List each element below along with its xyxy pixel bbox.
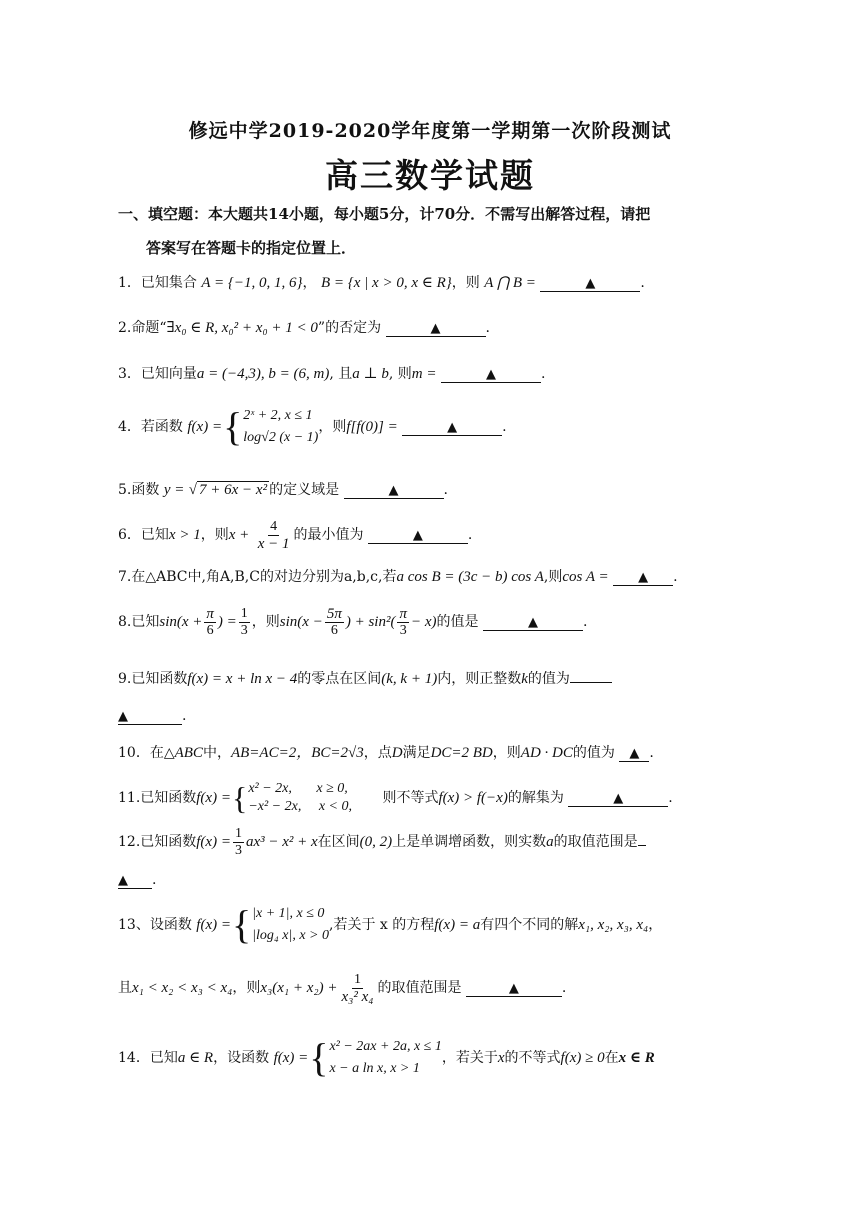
math-expression: sin(x + — [159, 614, 203, 630]
exam-title: 高三数学试题 — [325, 156, 535, 195]
question-text: 的最小值为 — [293, 527, 364, 543]
question-3 — [118, 364, 545, 384]
question-number: 14． — [118, 1050, 150, 1066]
math-expression: D — [391, 745, 403, 761]
question-text: ，若关于 — [441, 1050, 498, 1066]
answer-triangle-icon: ▲ — [447, 420, 458, 435]
question-text: 已知向量 — [140, 366, 197, 382]
math-expression: x₃(x₁ + x₂) + — [260, 980, 338, 996]
fraction-denominator: x₃² x₄ — [341, 988, 374, 1005]
question-text: 设函数 — [149, 917, 192, 933]
question-text: ，则 — [251, 614, 280, 630]
answer-blank[interactable] — [386, 320, 486, 337]
case-1: x² − 2x, x ≥ 0, — [248, 781, 348, 796]
math-expression: (0, 2) — [359, 834, 393, 850]
question-text: , 且 — [329, 366, 353, 382]
answer-triangle-icon: ▲ — [629, 746, 640, 761]
question-text: ,则 — [543, 569, 563, 585]
question-text: 的零点在区间 — [297, 671, 382, 687]
math-expression: x + — [228, 527, 250, 543]
math-expression: f(x) = a — [434, 917, 481, 933]
math-expression: f(x) = — [196, 790, 231, 806]
question-4 — [118, 402, 507, 452]
math-expression: y = — [163, 482, 185, 498]
math-expression: ∃x₀ ∈ R, x₀² + x₀ + 1 < 0 — [166, 320, 318, 336]
punctuation: . — [673, 569, 678, 585]
answer-blank[interactable] — [344, 482, 444, 499]
case-2: −x² − 2x, x < 0, — [248, 799, 352, 814]
question-text: ”的否定为 — [317, 320, 382, 336]
punctuation: . — [467, 527, 473, 543]
answer-triangle-icon: ▲ — [388, 483, 399, 498]
answer-blank[interactable] — [118, 872, 152, 889]
fraction-denominator: 6 — [206, 622, 214, 638]
math-expression: A = {−1, 0, 1, 6} — [201, 275, 303, 291]
question-2 — [118, 318, 490, 338]
answer-triangle-icon: ▲ — [508, 981, 519, 996]
question-number: 4． — [118, 419, 141, 435]
question-text: 在△ — [149, 745, 175, 761]
question-number: 1． — [118, 275, 141, 291]
question-number: 5. — [118, 482, 132, 498]
punctuation: . — [152, 872, 157, 888]
math-expression: sin(x − — [279, 614, 323, 630]
question-text: , 则 — [388, 366, 412, 382]
fraction — [397, 606, 409, 639]
fraction-numerator: 1 — [240, 605, 248, 621]
fraction-numerator: 1 — [353, 971, 361, 987]
question-text: 的不等式 — [504, 1050, 561, 1066]
punctuation: . — [485, 320, 490, 336]
section-heading — [118, 197, 758, 265]
answer-blank[interactable] — [540, 275, 640, 292]
math-expression: cos A = — [562, 569, 609, 585]
fraction-denominator: 3 — [240, 622, 248, 638]
punctuation: . — [640, 275, 645, 291]
answer-blank[interactable] — [483, 614, 583, 631]
question-text: 在△ABC中,角A,B,C的对边分别为a,b,c,若 — [131, 569, 397, 585]
question-number: 9. — [118, 671, 132, 687]
answer-blank-start[interactable] — [638, 829, 646, 846]
brace-icon: { — [231, 780, 248, 816]
question-text: ，则 — [492, 745, 521, 761]
question-text: 已知函数 — [140, 790, 197, 806]
math-expression: f[f(0)] = — [346, 419, 398, 435]
case-1: 2ˣ + 2, x ≤ 1 — [243, 408, 313, 423]
sqrt-symbol-icon: √ — [188, 482, 198, 498]
question-number: 12. — [118, 834, 141, 850]
punctuation: . — [649, 745, 654, 761]
math-expression: x₁ < x₂ < x₃ < x₄ — [132, 980, 233, 996]
answer-triangle-icon: ▲ — [412, 528, 423, 543]
school-title: 修远中学2019-2020学年度第一学期第一次阶段测试 — [188, 120, 672, 142]
question-text: 的值为 — [527, 671, 570, 687]
question-text: 满足 — [402, 745, 431, 761]
question-13-cont — [118, 968, 566, 1008]
question-text: ，则 — [232, 980, 261, 996]
question-10 — [118, 743, 654, 763]
math-expression: ) = — [217, 614, 237, 630]
question-text: ，则 — [318, 419, 347, 435]
question-number: 11. — [118, 790, 141, 806]
question-text: 已知函数 — [131, 671, 188, 687]
math-expression: a = (−4,3), b = (6, m) — [196, 366, 330, 382]
fraction — [256, 519, 292, 552]
fraction-denominator: x − 1 — [257, 535, 290, 552]
math-expression: f(x) ≥ 0 — [560, 1050, 605, 1066]
question-7 — [118, 567, 678, 587]
math-expression: B = {x | x > 0, x ∈ R} — [320, 275, 452, 291]
question-text: 则不等式 — [382, 790, 439, 806]
answer-triangle-icon: ▲ — [527, 615, 538, 630]
question-11 — [118, 776, 673, 820]
math-expression: x > 1 — [168, 527, 201, 543]
punctuation: . — [443, 482, 448, 498]
fraction — [239, 606, 250, 639]
brace-icon: { — [309, 1035, 329, 1080]
math-expression: f(x) = — [273, 1050, 309, 1066]
question-12 — [118, 822, 646, 862]
question-12-cont — [118, 870, 156, 890]
question-text: 中， — [202, 745, 231, 761]
math-expression: k — [521, 671, 528, 687]
punctuation: . — [502, 419, 507, 435]
answer-blank[interactable] — [441, 366, 541, 383]
brace-icon: { — [231, 902, 252, 947]
answer-blank[interactable] — [568, 790, 668, 807]
question-text: 的值为 — [572, 745, 615, 761]
question-text: 若函数 — [140, 419, 183, 435]
question-number: 2. — [118, 320, 132, 336]
answer-blank[interactable] — [402, 419, 502, 436]
question-text: 的取值范围是 — [377, 980, 462, 996]
answer-triangle-icon: ▲ — [118, 873, 128, 888]
punctuation: ， — [648, 917, 663, 933]
answer-blank[interactable] — [118, 708, 182, 725]
fraction-numerator: π — [206, 605, 214, 622]
math-expression: m = — [411, 366, 437, 382]
question-text: 已知函数 — [140, 834, 197, 850]
math-expression: ) + sin²( — [345, 614, 396, 630]
question-text: 在 — [604, 1050, 619, 1066]
answer-triangle-icon: ▲ — [638, 570, 649, 585]
question-number: 13、 — [118, 917, 150, 933]
question-text: 内，则正整数 — [437, 671, 522, 687]
punctuation: . — [540, 366, 546, 382]
fraction — [204, 606, 216, 639]
fraction-denominator: 3 — [399, 622, 407, 638]
question-text: 已知集合 — [140, 275, 197, 291]
question-13 — [118, 900, 662, 950]
math-expression: AB=AC=2，BC=2√3 — [230, 745, 364, 761]
punctuation: . — [561, 980, 567, 996]
question-text: ，则 — [451, 275, 480, 291]
math-expression: − x) — [410, 614, 437, 630]
answer-triangle-icon: ▲ — [430, 321, 441, 336]
question-text: ，点 — [363, 745, 392, 761]
case-2: log√2 (x − 1) — [243, 430, 319, 445]
punctuation: . — [668, 790, 673, 806]
piecewise-cases — [248, 780, 352, 816]
math-expression: ABC — [174, 745, 203, 761]
answer-triangle-icon: ▲ — [613, 791, 624, 806]
question-text: 已知 — [131, 614, 160, 630]
fraction-denominator: 3 — [234, 842, 242, 858]
question-text: 上是单调增函数，则实数 — [392, 834, 547, 850]
question-text: ，设函数 — [213, 1050, 270, 1066]
math-expression: DC=2 BD — [430, 745, 493, 761]
fraction-numerator: 4 — [270, 518, 278, 534]
question-text: 的值是 — [436, 614, 479, 630]
punctuation: ， — [302, 275, 317, 291]
question-text: 已知 — [149, 1050, 178, 1066]
question-text: 命题“ — [131, 320, 167, 336]
math-expression: a cos B = (3c − b) cos A — [396, 569, 544, 585]
math-expression: f(x) = — [187, 419, 223, 435]
question-text: ，则 — [200, 527, 229, 543]
question-14 — [118, 1032, 655, 1084]
question-number: 6． — [118, 527, 141, 543]
question-text: 函数 — [131, 482, 160, 498]
math-expression: a ⊥ b — [352, 366, 389, 382]
math-expression: f(x) = — [196, 917, 231, 933]
answer-blank[interactable] — [368, 527, 468, 544]
question-1 — [118, 273, 645, 293]
math-expression: A ⋂ B = — [484, 275, 536, 291]
question-9 — [118, 666, 612, 689]
question-text: 的定义域是 — [269, 482, 340, 498]
punctuation: . — [582, 614, 588, 630]
fraction-numerator: π — [399, 605, 407, 622]
fraction-numerator: 1 — [234, 825, 242, 841]
fraction — [339, 972, 375, 1005]
case-2: x − a ln x, x > 1 — [329, 1061, 420, 1076]
question-text: ,若关于 x 的方程 — [329, 917, 435, 933]
answer-blank[interactable] — [466, 980, 562, 997]
section-heading-line2: 答案写在答题卡的指定位置上． — [146, 239, 357, 257]
case-1: |x + 1|, x ≤ 0 — [252, 906, 325, 921]
question-text: 的取值范围是 — [553, 834, 638, 850]
fraction — [325, 606, 344, 639]
question-6 — [118, 515, 472, 555]
question-number: 3． — [118, 366, 141, 382]
question-number: 7. — [118, 569, 132, 585]
math-expression: AD · DC — [520, 745, 573, 761]
question-text: 的解集为 — [507, 790, 564, 806]
math-expression: x ∈ R — [618, 1050, 655, 1066]
question-8 — [118, 602, 587, 642]
answer-blank-start[interactable] — [570, 666, 612, 683]
question-text: 有四个不同的解 — [480, 917, 579, 933]
question-text: 且 — [118, 980, 132, 996]
radicand: 7 + 6x − x² — [199, 482, 268, 498]
math-expression: f(x) = — [196, 834, 231, 850]
math-expression: a ∈ R — [177, 1050, 214, 1066]
piecewise-cases — [243, 405, 318, 449]
question-5 — [118, 480, 448, 500]
math-expression: a — [546, 834, 554, 850]
math-expression: x — [497, 1050, 505, 1066]
answer-blank[interactable] — [619, 745, 649, 762]
math-expression: f(x) > f(−x) — [438, 790, 508, 806]
question-text: 在区间 — [317, 834, 360, 850]
answer-triangle-icon: ▲ — [118, 709, 128, 724]
piecewise-cases — [329, 1036, 441, 1080]
question-text: 已知 — [140, 527, 169, 543]
fraction — [233, 826, 244, 859]
question-number: 10． — [118, 745, 150, 761]
punctuation: . — [182, 708, 187, 724]
case-2: |log₄ x|, x > 0 — [252, 928, 330, 943]
question-number: 8. — [118, 614, 132, 630]
answer-triangle-icon: ▲ — [585, 276, 596, 291]
fraction-denominator: 6 — [330, 622, 338, 638]
answer-blank[interactable] — [613, 569, 673, 586]
math-expression: x₁, x₂, x₃, x₄ — [578, 917, 649, 933]
fraction-numerator: 5π — [326, 605, 342, 622]
piecewise-cases — [252, 903, 329, 947]
answer-triangle-icon: ▲ — [485, 367, 496, 382]
math-expression: f(x) = x + ln x − 4 — [187, 671, 298, 687]
question-9-cont — [118, 706, 186, 726]
section-heading-line1: 一、填空题：本大题共14小题，每小题5分，计70分．不需写出解答过程，请把 — [118, 205, 651, 223]
case-1: x² − 2ax + 2a, x ≤ 1 — [329, 1039, 442, 1054]
brace-icon: { — [223, 404, 243, 449]
math-expression: ax³ − x² + x — [245, 834, 318, 850]
math-expression: (k, k + 1) — [381, 671, 438, 687]
